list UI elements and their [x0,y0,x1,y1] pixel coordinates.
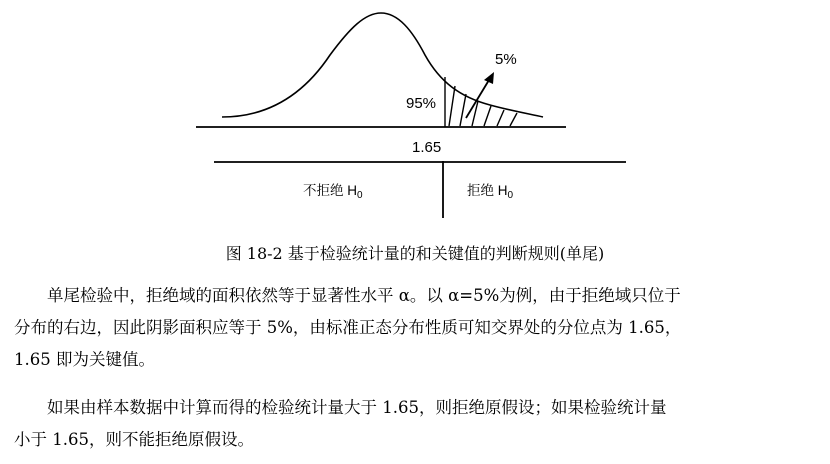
reject-text: 拒绝 H [467,183,508,198]
paragraph-line: 1.65 即为关键值。 [14,350,155,369]
no-reject-text: 不拒绝 H [303,183,357,198]
reject-region-label [467,182,514,201]
paragraph-line: 分布的右边，因此阴影面积应等于 5%，由标准正态分布性质可知交界处的分位点为 1.65， [14,318,682,337]
paragraph-one-tailed-explanation [14,280,804,376]
paragraph-line: 如果由样本数据中计算而得的检验统计量大于 1.65，则拒绝原假设；如果检验统计量 [47,398,667,417]
paragraph-decision-rule [14,392,804,456]
critical-value-label: 1.65 [412,139,442,156]
label-95-percent: 95% [406,95,437,112]
paragraph-line: 单尾检验中，拒绝域的面积依然等于显著性水平 α。以 α=5%为例，由于拒绝域只位于 [47,286,681,305]
reject-subscript: 0 [507,190,514,201]
no-reject-region-label [303,182,363,201]
label-5-percent: 5% [495,51,517,68]
figure-caption: 图 18-2 基于检验统计量的和关键值的判断规则(单尾) [225,244,605,263]
no-reject-subscript: 0 [357,190,363,201]
paragraph-line: 小于 1.65，则不能拒绝原假设。 [14,430,254,449]
